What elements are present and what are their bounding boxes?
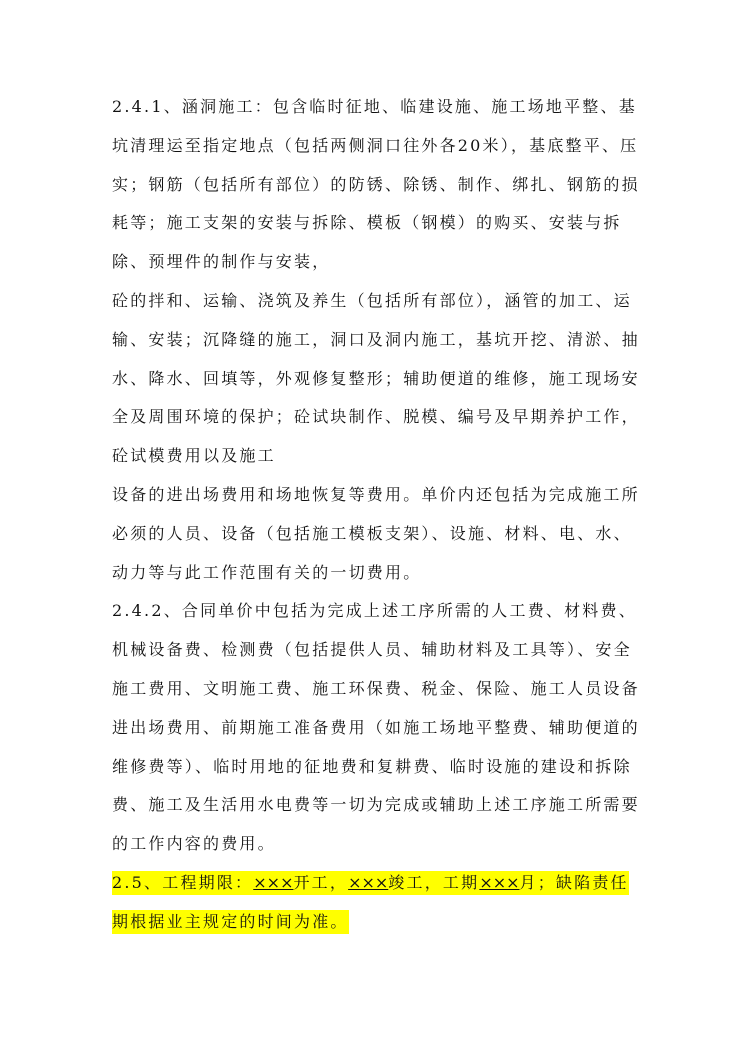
schedule-duration-text: 月；缺陷责任期根据业主规定的时间为准。 xyxy=(112,872,629,931)
paragraph-equipment-costs: 设备的进出场费用和场地恢复等费用。单价内还包括为完成施工所必须的人员、设备（包括施工模板支架）、设施、材料、电、水、动力等与此工作范围有关的一切费用。 xyxy=(112,484,640,582)
paragraph-unit-price: 2.4.2、合同单价中包括为完成上述工序所需的人工费、材料费、机械设备费、检测费（包括提供人员、辅助材料及工具等）、安全施工费用、文明施工费、施工环保费、税金、保险、施工人员设备进出场费用、前期施工准备费用（如施工场地平整费、辅助便道的维修费等）、临时用地的征地费和复耕费、临时设施的建设和拆除费、施工及生活用水电费等一切为完成或辅助上述工序施工所需要的工作内容的费用。 xyxy=(112,601,640,854)
paragraph-concrete-works: 砼的拌和、运输、浇筑及养生（包括所有部位），涵管的加工、运输、安装；沉降缝的施工，洞口及洞内施工，基坑开挖、清淤、抽水、降水、回填等，外观修复整形；辅助便道的维修，施工现场安全及周围环境的保护；砼试块制作、脱模、编号及早期养护工作，砼试模费用以及施工 xyxy=(112,290,640,466)
schedule-start-text: 开工， xyxy=(293,872,349,892)
schedule-end-date: ××× xyxy=(348,872,389,892)
schedule-label: 2.5、工程期限： xyxy=(112,872,254,892)
schedule-highlight xyxy=(112,871,629,934)
schedule-start-date: ××× xyxy=(253,872,294,892)
schedule-end-text: 竣工，工期 xyxy=(388,872,480,892)
paragraph-culvert-scope: 2.4.1、涵洞施工：包含临时征地、临建设施、施工场地平整、基坑清理运至指定地点（包括两侧洞口往外各20米），基底整平、压实；钢筋（包括所有部位）的防锈、除锈、制作、绑扎、钢筋的损耗等；施工支架的安装与拆除、模板（钢模）的购买、安装与拆除、预埋件的制作与安装， xyxy=(112,97,640,272)
schedule-duration: ××× xyxy=(479,872,520,892)
paragraph-schedule xyxy=(112,864,642,942)
document-page xyxy=(112,88,642,942)
